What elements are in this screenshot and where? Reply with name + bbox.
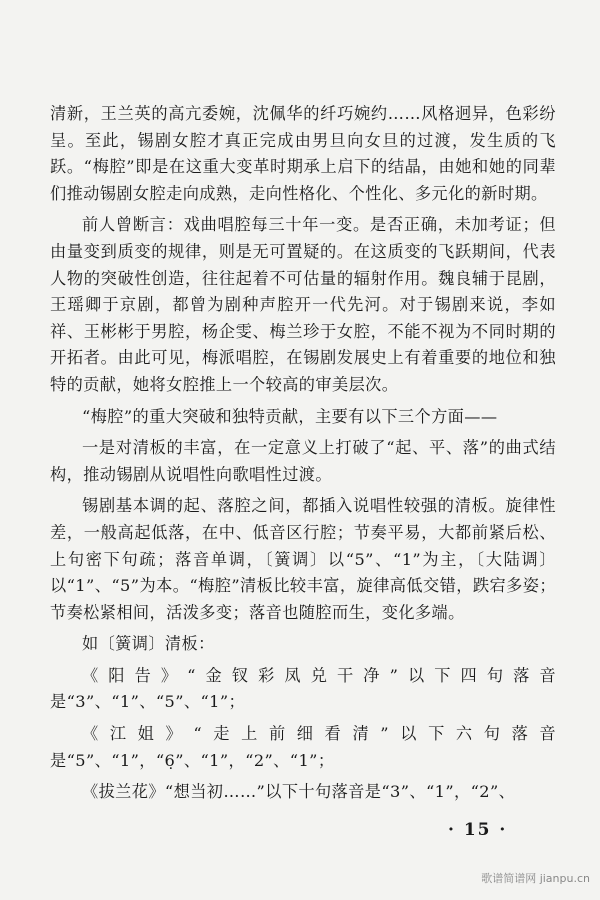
paragraph-7: 《阳告》“金钗彩凤兑干净”以下四句落音是“3”、“1”、“5”、“1”； [50,665,556,712]
paragraph-1: 清新，王兰英的高亢委婉，沈佩华的纤巧婉约……风格迥异，色彩纷呈。至此，锡剧女腔才真正完成由男旦向女旦的过渡，发生质的飞跃。“梅腔”即是在这重大变革时期承上启下的结晶，由她和她的同辈们推动锡剧女腔走向成熟，走向性格化、个性化、多元化的新时期。 [50,104,556,203]
paragraph-5: 锡剧基本调的起、落腔之间，都插入说唱性较强的清板。旋律性差，一般高起低落，在中、低音区行腔；节奏平易，大都前紧后松、上句密下句疏；落音单调，〔簧调〕以“5”、“1”为主，〔大陆调〕以“1”、“5”为本。“梅腔”清板比较丰富，旋律高低交错，跌宕多姿；节奏松紧相间，活泼多变；落音也随腔而生，变化多端。 [50,496,556,622]
paragraph-6: 如〔簧调〕清板： [82,634,215,654]
paragraph-3: “梅腔”的重大突破和独特贡献，主要有以下三个方面—— [82,406,498,426]
paragraph-4: 一是对清板的丰富，在一定意义上打破了“起、平、落”的曲式结构，推动锡剧从说唱性向歌唱性过渡。 [50,438,556,484]
paragraph-9: 《拔兰花》“想当初……”以下十句落音是“3”、“1”，“2”、 [82,782,516,802]
paragraph-2: 前人曾断言：戏曲唱腔每三十年一变。是否正确，未加考证；但由量变到质变的规律，则是无可置疑的。在这质变的飞跃期间，代表人物的突破性创造，往往起着不可估量的辐射作用。魏良辅于昆剧，王瑶卿于京剧，都曾为剧种声腔开一代先河。对于锡剧来说，李如祥、王彬彬于男腔，杨企雯、梅兰珍于女腔，不能不视为不同时期的开拓者。由此可见，梅派唱腔，在锡剧发展史上有着重要的地位和独特的贡献，她将女腔推上一个较高的审美层次。 [50,215,556,394]
body-text [50,101,556,811]
paragraph-8: 《江姐》“走上前细看清”以下六句落音是“5”、“1”，“6̣”、“1”，“2”、“1”； [50,724,556,770]
watermark: 歌谱简谱网 jianpu.cn [481,872,590,885]
page-number: · 15 · [448,820,508,840]
